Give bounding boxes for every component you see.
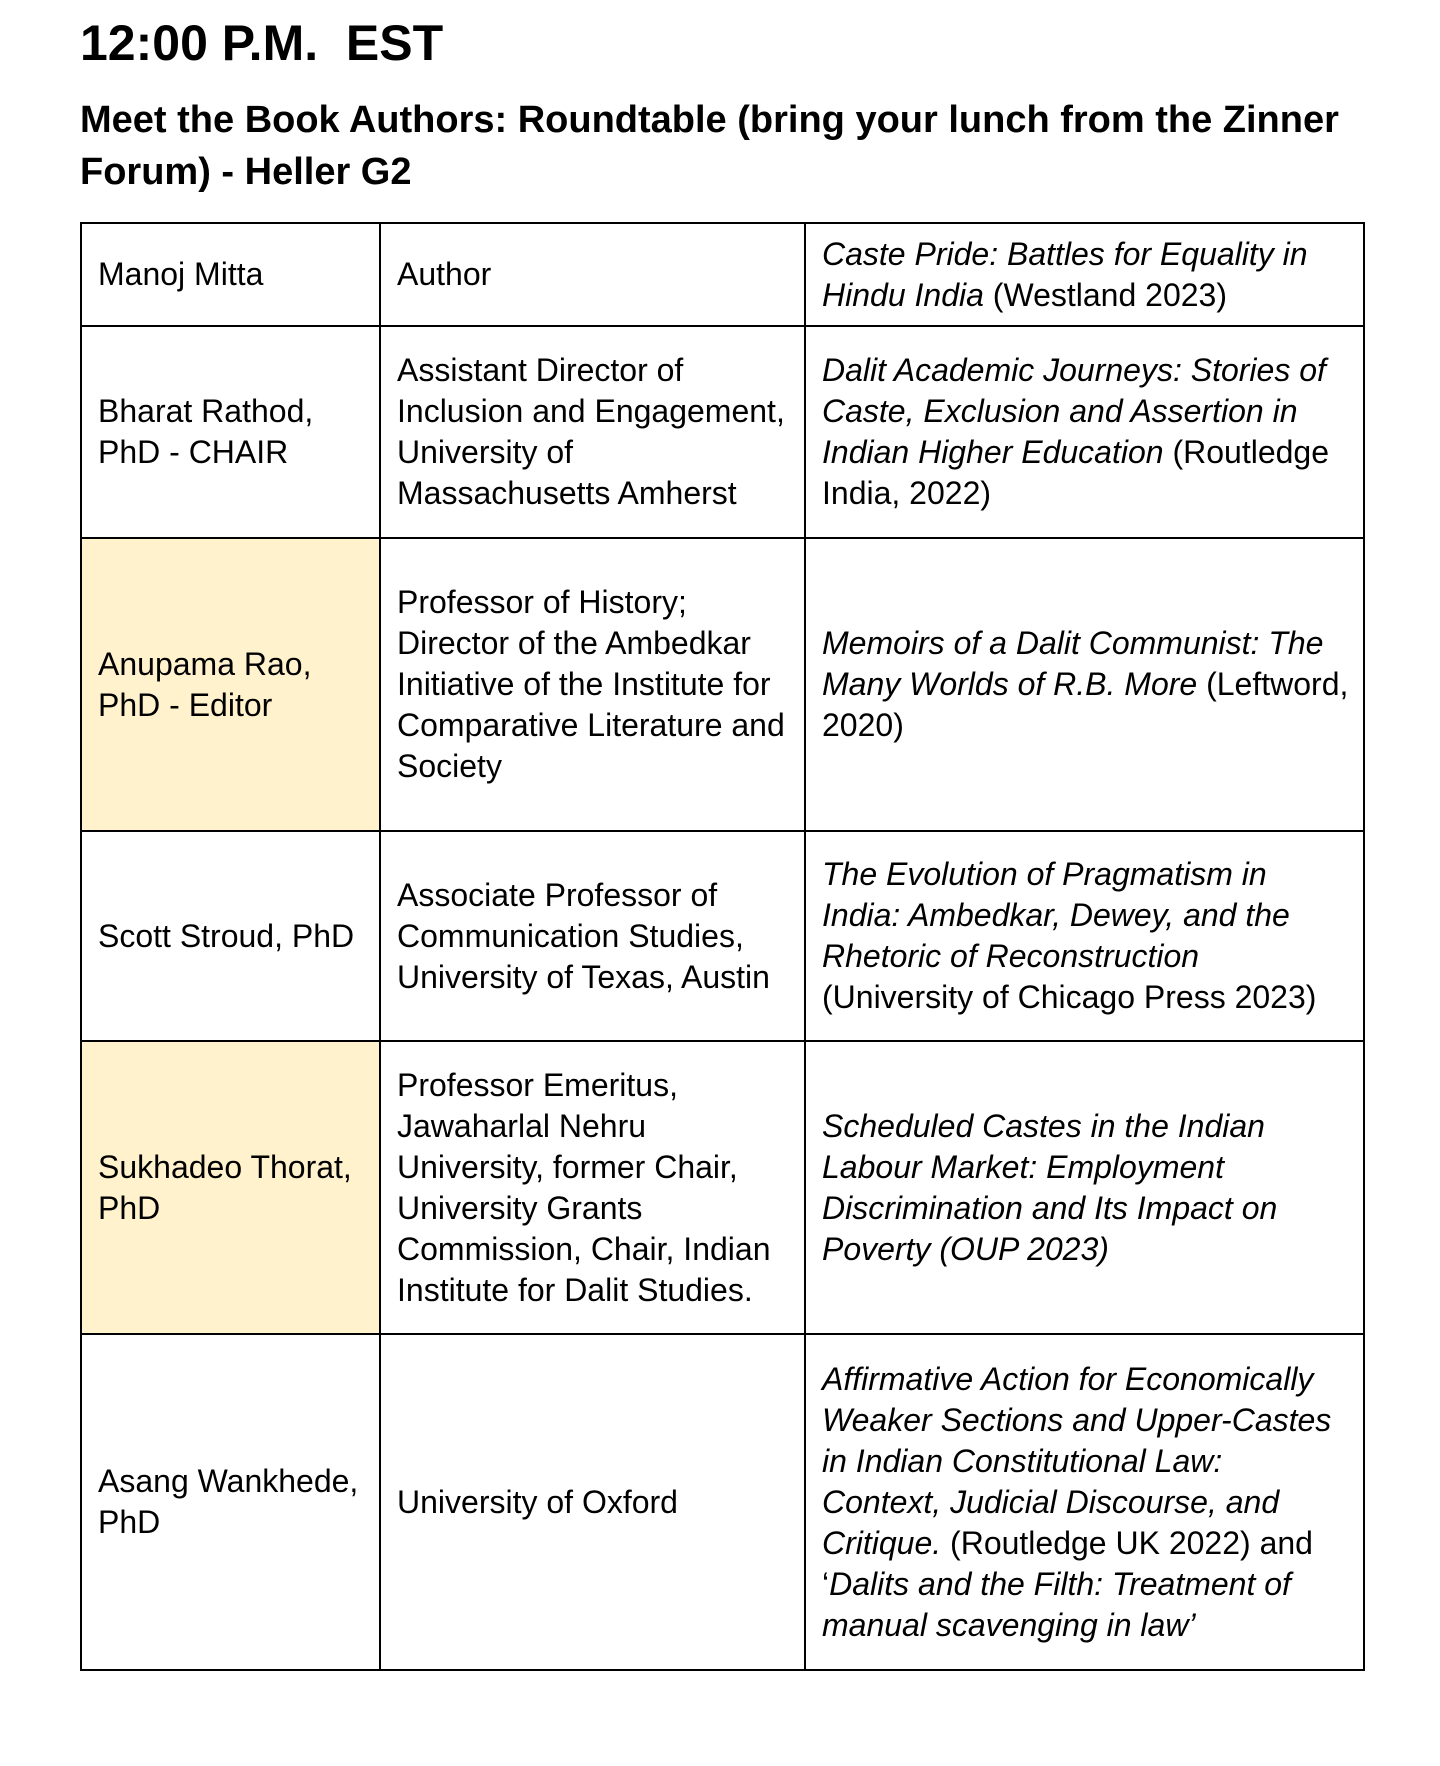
- table-row: [81, 223, 1364, 326]
- speaker-role-cell: [380, 326, 805, 538]
- speaker-role: Professor Emeritus, Jawaharlal Nehru University, former Chair, University Grants Commission, Chair, Indian Institute for Dalit Studies.: [397, 1066, 771, 1308]
- speaker-name: Manoj Mitta: [98, 256, 264, 292]
- speaker-role-cell: [380, 1334, 805, 1670]
- book-cell: [805, 1334, 1364, 1670]
- book-publisher: (Leftword, 2020): [822, 666, 1349, 743]
- book-title-second: Dalits and the Filth: Treatment of manual scavenging in law’: [822, 1565, 1291, 1643]
- book-cell: [805, 326, 1364, 538]
- speaker-name-cell: [81, 1041, 380, 1334]
- speaker-name: Bharat Rathod, PhD - CHAIR: [98, 393, 314, 470]
- speaker-name-cell: [81, 538, 380, 831]
- book-title: Scheduled Castes in the Indian Labour Market: Employment Discrimination and Its Impact on Poverty (OUP 2023): [822, 1107, 1278, 1267]
- book-publisher: (Routledge India, 2022): [822, 434, 1329, 511]
- speaker-role: Assistant Director of Inclusion and Engagement, University of Massachusetts Amherst: [397, 352, 785, 511]
- book-title: Memoirs of a Dalit Communist: The Many Worlds of R.B. More: [822, 625, 1324, 702]
- book-publisher: (University of Chicago Press 2023): [822, 979, 1317, 1015]
- table-row: [81, 538, 1364, 831]
- speaker-role: Author: [397, 256, 492, 292]
- book-title: Dalit Academic Journeys: Stories of Caste, Exclusion and Assertion in Indian Higher Education: [822, 352, 1326, 470]
- speaker-name: Anupama Rao, PhD - Editor: [98, 645, 312, 723]
- book-publisher: (Westland 2023): [983, 276, 1227, 313]
- speaker-name-cell: [81, 1334, 380, 1670]
- book-cell: [805, 223, 1364, 326]
- speaker-name: Asang Wankhede, PhD: [98, 1463, 359, 1540]
- speaker-name-cell: [81, 326, 380, 538]
- book-title: Caste Pride: Battles for Equality in Hindu India: [822, 235, 1308, 313]
- speaker-role-cell: [380, 1041, 805, 1334]
- book-publisher: (Routledge UK 2022) and ‘: [822, 1524, 1313, 1602]
- book-cell: [805, 1041, 1364, 1334]
- table-row: [81, 1041, 1364, 1334]
- book-cell: [805, 538, 1364, 831]
- speaker-name-cell: [81, 831, 380, 1041]
- session-title: Meet the Book Authors: Roundtable (bring your lunch from the Zinner Forum) - Heller G2: [80, 99, 1339, 193]
- speaker-role: University of Oxford: [397, 1483, 678, 1520]
- table-row: [81, 831, 1364, 1041]
- book-title: Affirmative Action for Economically Weaker Sections and Upper-Castes in Indian Constitutional Law: Context, Judicial Discourse, and Critique.: [822, 1360, 1332, 1561]
- speakers-table: [80, 222, 1365, 1671]
- speaker-name: Scott Stroud, PhD: [98, 917, 355, 954]
- speaker-role-cell: [380, 223, 805, 326]
- book-title: The Evolution of Pragmatism in India: Ambedkar, Dewey, and the Rhetoric of Reconstruction: [822, 856, 1290, 974]
- speaker-name-cell: [81, 223, 380, 326]
- table-row: [81, 326, 1364, 538]
- table-row: [81, 1334, 1364, 1670]
- speaker-role-cell: [380, 831, 805, 1041]
- speaker-role-cell: [380, 538, 805, 831]
- session-time: 12:00 P.M. EST: [80, 15, 444, 71]
- book-cell: [805, 831, 1364, 1041]
- speaker-role: Associate Professor of Communication Studies, University of Texas, Austin: [397, 876, 770, 995]
- speaker-name: Sukhadeo Thorat, PhD: [98, 1148, 352, 1226]
- speaker-role: Professor of History; Director of the Ambedkar Initiative of the Institute for Comparative Literature and Society: [397, 584, 785, 784]
